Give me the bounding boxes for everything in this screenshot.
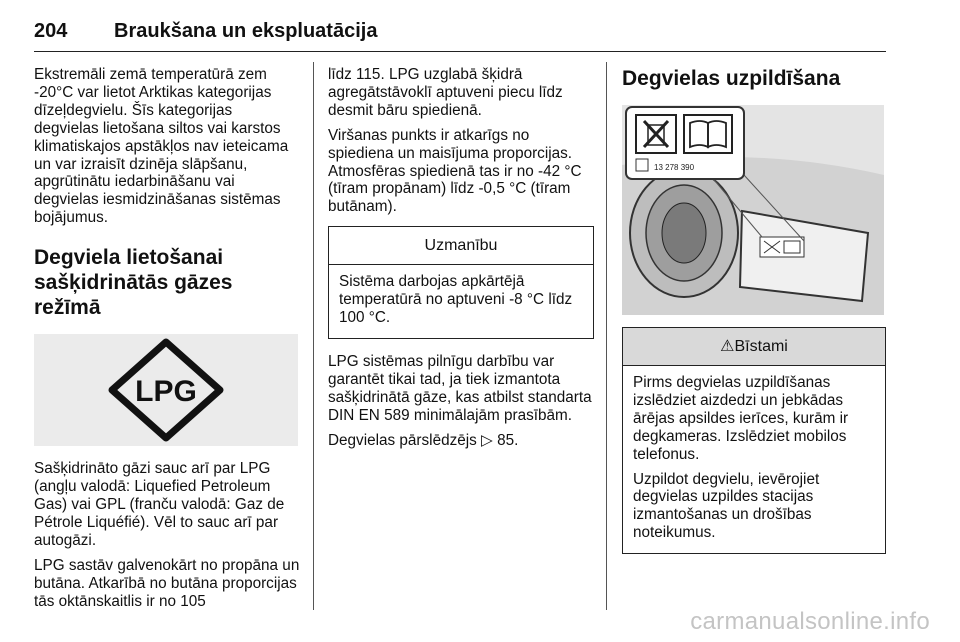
column-divider-1 <box>313 62 314 610</box>
caution-text: Sistēma darbojas apkārtējā temperatūrā no aptuveni -8 °C līdz 100 °C. <box>339 273 573 327</box>
caution-box <box>328 226 594 339</box>
danger-title: Bīstami <box>734 337 788 355</box>
fuel-filler-illustration <box>622 105 884 315</box>
danger-header <box>623 328 885 366</box>
lpg-symbol-figure <box>34 334 298 446</box>
page-reference-icon: ▷ <box>481 431 493 449</box>
fuel-selector-reference <box>328 432 594 450</box>
warning-triangle-icon: ⚠ <box>720 337 735 355</box>
lpg-section-heading: Degviela lietošanai sašķidrinātās gāzes režīmā <box>34 246 233 320</box>
watermark: carmanualsonline.info <box>690 608 930 635</box>
column-left <box>34 66 300 617</box>
fuel-flap-photo <box>622 105 884 315</box>
danger-text-2: Uzpildot degvielu, ievērojiet degvielas uzpildes stacijas izmantošanas un drošības noteikumus. <box>633 470 820 542</box>
label-code: 13 278 390 <box>654 163 695 172</box>
refuelling-heading: Degvielas uzpildīšana <box>622 67 841 90</box>
lpg-definition-paragraph: Sašķidrināto gāzi sauc arī par LPG (angļu valodā: Liquefied Petroleum Gas) vai GPL (franču valodā: Gaz de Pétrole Liquéfié). Vēl to sauc arī par autogāzi. <box>34 460 285 549</box>
pressure-paragraph: līdz 115. LPG uzglabā šķidrā agregātstāvoklī aptuveni piecu līdz desmit bāru spiedienā. <box>328 66 563 119</box>
danger-text-1: Pirms degvielas uzpildīšanas izslēdziet aizdedzi un jebkādas ārējas apsildes ierīces, kurām ir degkameras. Izslēdziet mobilos telefonus. <box>633 374 849 463</box>
fuel-selector-text: Degvielas pārslēdzējs <box>328 431 477 449</box>
column-middle <box>328 66 594 457</box>
fuel-selector-page-link[interactable]: 85. <box>497 431 519 449</box>
caution-title: Uzmanību <box>329 227 593 265</box>
intro-paragraph: Ekstremāli zemā temperatūrā zem -20°C var lietot Arktikas kategorijas dīzeļdegvielu. Šīs kategorijas degvielas lietošana siltos vai karstos klimatiskajos apstākļos nav ieteicama un var izraisīt dzinēja slāpšanu, apgrūtinātu iedarbināšanu vai degvielas iesmidzināšanas sistēmas bojājumus. <box>34 66 289 227</box>
column-divider-2 <box>606 62 607 610</box>
lpg-symbol-label: LPG <box>135 375 197 409</box>
column-right <box>622 66 886 568</box>
lpg-composition-paragraph: LPG sastāv galvenokārt no propāna un butāna. Atkarībā no butāna proporcijas tās oktānskaitlis ir no 105 <box>34 556 300 610</box>
danger-box <box>622 327 886 554</box>
standard-paragraph: LPG sistēmas pilnīgu darbību var garantēt tikai tad, ja tiek izmantota sašķidrinātā gāze, kas atbilst standarta DIN EN 589 minimālajām prasībām. <box>328 352 592 424</box>
lpg-diamond-icon <box>106 338 226 442</box>
page-header <box>34 18 886 52</box>
page-title: Braukšana un ekspluatācija <box>114 20 378 42</box>
boiling-point-paragraph: Viršanas punkts ir atkarīgs no spiediena un maisījuma proporcijas. Atmosfēras spiedienā tas ir no -42 °C (tīram propānam) līdz -0,5 °C (tīram butānam). <box>328 126 582 216</box>
page-number: 204 <box>34 20 68 42</box>
